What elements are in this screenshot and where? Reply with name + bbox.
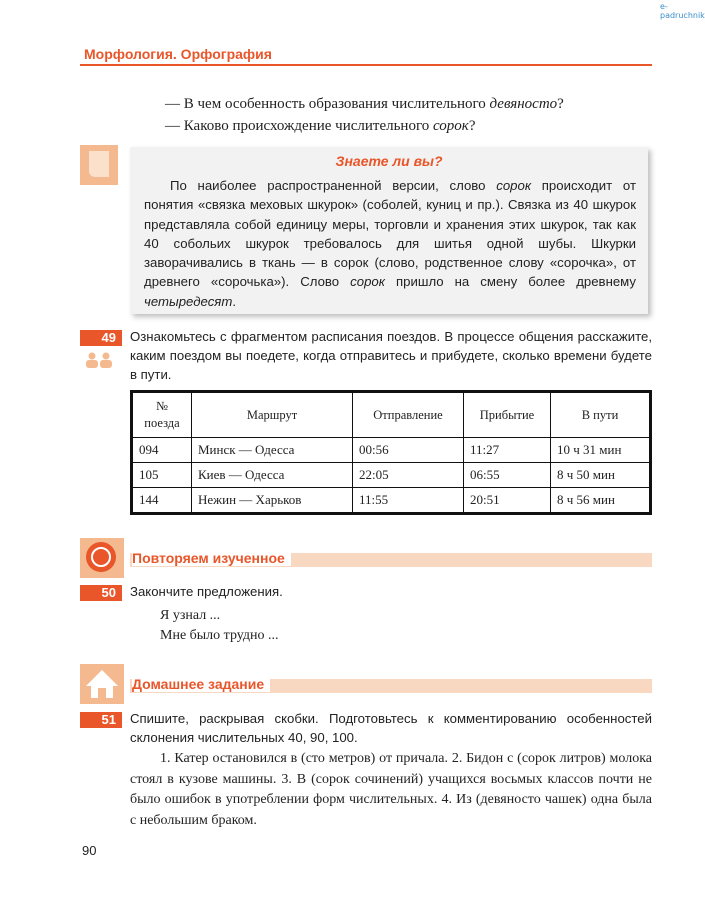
sentence-prompt: Мне было трудно ... <box>160 628 279 643</box>
home-icon <box>80 664 124 704</box>
page-icon <box>80 145 118 185</box>
pair-work-icon <box>80 352 118 368</box>
column-header: Отправление <box>353 392 464 438</box>
sentence-prompt: Я узнал ... <box>160 608 221 623</box>
table-cell: 10 ч 31 мин <box>551 438 651 463</box>
exercise-instructions: Закончите предложения. <box>130 584 283 599</box>
table-cell: 105 <box>132 463 192 488</box>
corner-logo: e-padruchnik <box>660 2 705 20</box>
column-header: В пути <box>551 392 651 438</box>
exercise-instructions: Ознакомьтесь с фрагментом расписания поездов. В процессе общения расскажите, каким поездом вы поедете, когда отправитесь и прибудете, сколько времени будете в пути. <box>130 329 652 382</box>
table-cell: 144 <box>132 488 192 514</box>
review-icon <box>80 538 124 578</box>
table-header-row <box>132 392 651 438</box>
exercise-instructions: Спишите, раскрывая скобки. Подготовьтесь к комментированию особенностей склонения числительных 40, 90, 100. <box>130 711 652 745</box>
table-row <box>132 488 651 514</box>
table-cell: 11:27 <box>464 438 551 463</box>
page-number: 90 <box>82 843 97 858</box>
train-schedule-table <box>130 390 652 515</box>
table-cell: Киев — Одесса <box>192 463 353 488</box>
table-row <box>132 463 651 488</box>
table-cell: 06:55 <box>464 463 551 488</box>
table-cell: Нежин — Харьков <box>192 488 353 514</box>
table-cell: 00:56 <box>353 438 464 463</box>
table-cell: 20:51 <box>464 488 551 514</box>
section-title-homework: Домашнее задание <box>132 676 270 692</box>
table-cell: 8 ч 50 мин <box>551 463 651 488</box>
exercise-number-badge: 49 <box>80 330 122 346</box>
exercise-number-badge: 50 <box>80 585 122 601</box>
did-you-know-title: Знаете ли вы? <box>335 153 443 169</box>
table-cell: 8 ч 56 мин <box>551 488 651 514</box>
table-cell: 22:05 <box>353 463 464 488</box>
table-cell: 094 <box>132 438 192 463</box>
table-cell: Минск — Одесса <box>192 438 353 463</box>
exercise-text: 1. Катер остановился в (сто метров) от причала. 2. Бидон с (сорок литров) молока стоял в кузове машины. 3. В (сорок сочинений) учащихся восьмых классов почти не было ошибок в употреблении форм числительных. 4. Из (девяносто чашек) одна была с небольшим браком. <box>130 751 652 828</box>
column-header: № поезда <box>132 392 192 438</box>
table-cell: 11:55 <box>353 488 464 514</box>
column-header: Прибытие <box>464 392 551 438</box>
section-title-review: Повторяем изученное <box>132 550 291 566</box>
column-header: Маршрут <box>192 392 353 438</box>
exercise-number-badge: 51 <box>80 712 122 728</box>
question-line: — Каково происхождение числительного сорок? <box>165 118 476 134</box>
question-line: — В чем особенность образования числительного девяносто? <box>165 96 564 112</box>
header-divider <box>80 64 652 66</box>
running-header-title: Морфология. Орфография <box>84 46 272 62</box>
did-you-know-text: По наиболее распространенной версии, слово сорок происходит от понятия «связка меховых шкурок» (соболей, куниц и пр.). Связка из 40 шкурок представляла собой единицу меры, торговли и хранения этих шкурок, так как 40 собольих шкурок требовалось для шитья одной шубы. Шкурки заворачивались в ткань — в сорок (слово, родственное слову «сорочка», от древнего «сорочька»). Слово сорок пришло на смену более древнему четыредесят. <box>144 178 636 309</box>
table-row <box>132 438 651 463</box>
